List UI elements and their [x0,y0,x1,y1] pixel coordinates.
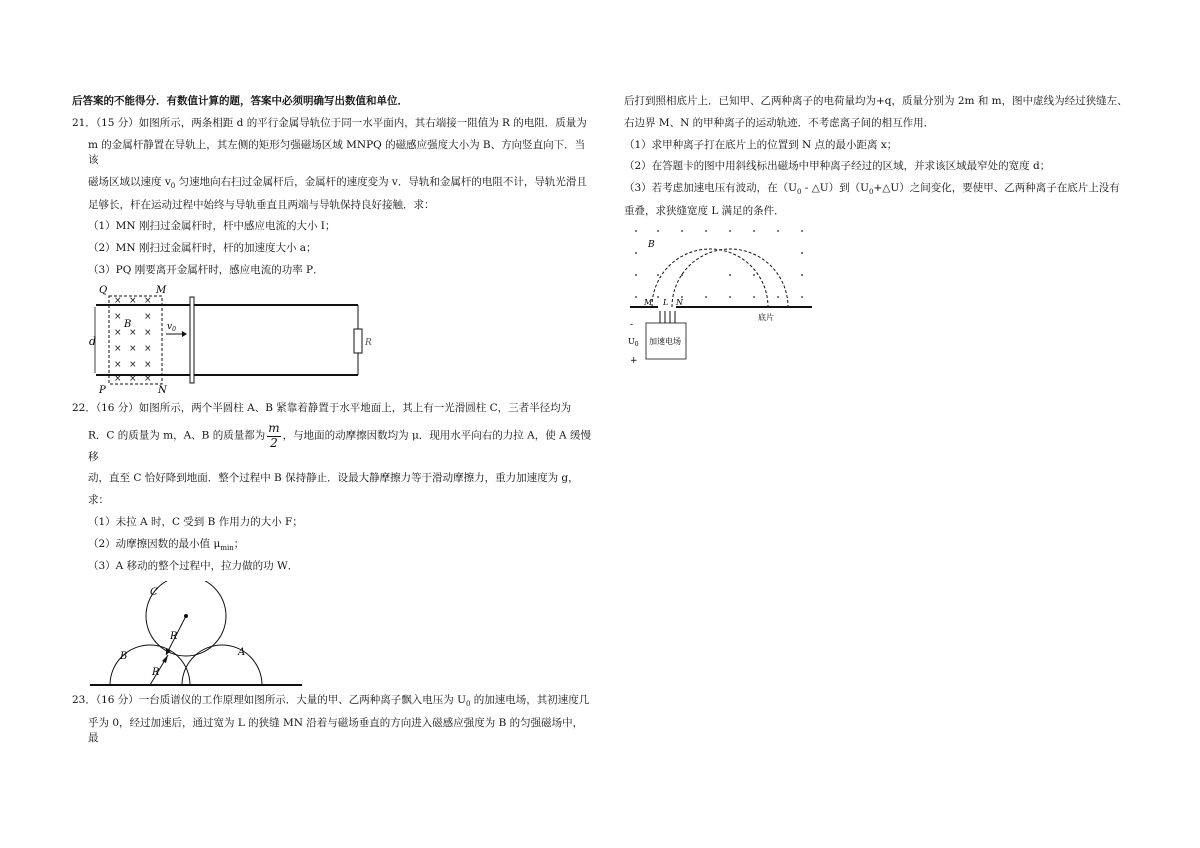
fig21-B: B [124,318,132,330]
fig23-L: L [663,298,669,308]
q22-line2 [72,422,592,465]
fig21-v0 [167,322,176,333]
fig21-M: M [156,284,167,296]
q21-line3-sub: 0 [170,182,176,191]
header-note: 后答案的不能得分．有数值计算的题，答案中必须明确写出数值和单位． [72,95,408,107]
fig22-B: B [120,651,128,663]
fig23-M: M [644,298,653,308]
q21-figure [86,285,376,395]
fig21-Q: Q [99,284,108,296]
fig23-B: B [648,240,655,251]
q22-fraction [267,422,280,449]
q22-frac-den: 2 [270,435,278,450]
q21-sub1: （1）MN 刚扫过金属杆时，杆中感应电流的大小 I； [88,220,336,233]
q23-sub3-b: - △U）到（U [801,182,869,194]
q23-line2: 乎为 0，经过加速后，通过宽为 L 的狭缝 MN 沿着与磁场垂直的方向进入磁感应强度为 B 的匀强磁场中，最 [88,716,584,745]
q22-sub1: （1）未拉 A 时，C 受到 B 作用力的大小 F； [88,515,303,528]
fig23-film: 底片 [758,313,774,323]
q23-sub3-a: （3）若考虑加速电压有波动，在（U [624,182,798,194]
fig21-v0-sub: 0 [172,325,176,333]
q22-sub2-a: （2）动摩擦因数的最小值 μ [88,537,221,550]
fig21-x: × [114,373,122,384]
q23-sub3 [624,181,1134,198]
q22-figure [86,581,316,691]
q23-sub3-cont: 重叠，求狭缝宽度 L 满足的条件． [624,204,785,217]
fig21-x: × [144,311,152,322]
q21-line4: 足够长，杆在运动过程中始终与导轨垂直且两端与导轨保持良好接触．求： [88,198,435,211]
q22-line2-b: ，与地面的动摩擦因数均为 μ．现用水平向右的力拉 A，使 A 缓慢移 [88,430,591,463]
q22-sub3: （3）A 移动的整个过程中，拉力做的功 W． [88,560,299,573]
fig21-x: × [144,373,152,384]
fig21-d: d [89,334,97,348]
q23-figure [626,225,816,365]
q23-sub3-c: +△U）之间变化，要使甲、乙两种离子在底片上没有 [873,182,1120,194]
q21-line2: m 的金属杆静置在导轨上，其左侧的矩形匀强磁场区域 MNPQ 的磁感应强度大小为 B、方向竖直向下．当该 [88,138,586,167]
q23-line1 [72,693,592,710]
fig23-N: N [676,298,683,308]
fig22-C: C [150,587,158,599]
fig23-plus: + [630,356,638,366]
fig21-x: × [144,343,152,354]
q21-sub3: （3）PQ 刚要离开金属杆时，感应电流的功率 P． [88,263,324,276]
q23-cont-line2: 右边界 M、N 的甲种离子的运动轨迹．不考虑离子间的相互作用． [624,116,935,129]
fig23-U0 [628,337,639,348]
fig21-R: R [365,337,372,348]
right-column [624,94,1134,365]
q23-cont-line1: 后打到照相底片上．已知甲、乙两种离子的电荷量均为+q，质量分别为 2m 和 m，图中虚线为经过狭缝左、 [624,95,1128,107]
q23-sub3-s0a: 0 [797,188,802,197]
q22-sub2-b: ； [233,537,245,550]
q23-line1-a: 23．（16 分）一台质谱仪的工作原理如图所示．大量的甲、乙两种离子飘入电压为 U [72,694,466,707]
fig21-v0-v: v [167,321,173,332]
fig21-x: × [114,359,122,370]
q22-sub2-sub: min [220,543,234,552]
q23-line1-b: 的加速电场，其初速度几 [470,694,590,707]
q21-line3-b: 匀速地向右扫过金属杆后，金属杆的速度变为 v．导轨和金属杆的电阻不计，导轨光滑且 [175,176,587,188]
q22-line1: 22．（16 分）如图所示，两个半圆柱 A、B 紧靠着静置于水平地面上，其上有一光滑圆柱 C，三者半径均为 [72,401,572,414]
q22-line2-a: R．C 的质量为 m，A、B 的质量都为 [88,430,266,443]
q23-sub3-s0b: 0 [869,188,874,197]
fig22-A: A [238,647,246,659]
q22-frac-num: m [268,421,280,436]
fig21-x: × [114,295,122,306]
q23-line1-sub: 0 [466,700,471,709]
fig22-R1: R [170,631,178,643]
fig22-R2: R [152,667,160,679]
q23-sub1: （1）求甲种离子打在底片上的位置到 N 点的最小距离 x； [624,138,898,151]
fig21-x: × [144,327,152,338]
q23-sub2: （2）在答题卡的图中用斜线标出磁场中甲种离子经过的区域，并求该区域最窄处的宽度 d； [624,160,1051,173]
fig21-x: × [129,359,137,370]
fig21-x: × [144,295,152,306]
fig23-U: U [628,337,635,347]
q21-line3-a: 磁场区域以速度 v [88,176,171,188]
fig23-accel: 加速电场 [649,337,681,347]
fig21-x: × [129,295,137,306]
q21-line3 [72,175,592,192]
field-dots [635,230,803,298]
fig21-x: × [129,327,137,338]
q22-line3: 动，直至 C 恰好降到地面．整个过程中 B 保持静止．设最大静摩擦力等于滑动摩擦力，重力加速度为 g， [88,472,579,485]
left-column [72,94,592,753]
fig23-U-sub: 0 [634,341,639,349]
fig21-N: N [158,384,167,395]
fig21-x: × [129,373,137,384]
fig21-P: P [99,384,106,395]
q22-sub2 [72,537,592,554]
q21-line1: 21．（15 分）如图所示，两条相距 d 的平行金属导轨位于同一水平面内，其右端接一阻值为 R 的电阻．质量为 [72,116,587,129]
q22-line4: 求： [88,494,109,507]
fig21-x: × [114,327,122,338]
fig21-x: × [129,343,137,354]
fig21-x: × [144,359,152,370]
fig23-minus: - [630,320,634,331]
fig21-x: × [114,311,122,322]
q21-sub2: （2）MN 刚扫过金属杆时，杆的加速度大小 a； [88,242,317,255]
fig21-x: × [114,343,122,354]
